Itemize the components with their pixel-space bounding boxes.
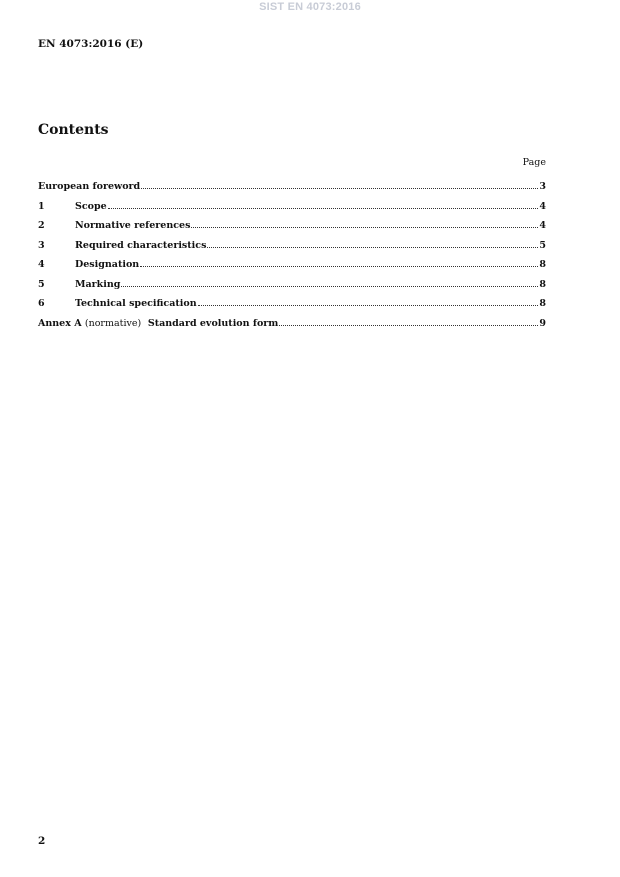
toc-entry-label: Technical specification <box>75 298 197 309</box>
toc-entry-normative-references[interactable] <box>38 220 546 240</box>
toc-entry-label: Scope <box>75 200 107 212</box>
toc-entry-required-characteristics[interactable] <box>38 240 546 260</box>
toc-entry-label: European foreword <box>38 181 141 192</box>
toc-entry-number: 4 <box>38 259 45 270</box>
toc-entry-number: 5 <box>38 278 45 290</box>
dot-leader <box>141 188 538 189</box>
toc-entry-marking[interactable] <box>38 279 546 299</box>
toc-entry-label: Normative references <box>75 220 191 231</box>
toc-entry-number: 3 <box>38 239 45 251</box>
dot-leader <box>279 325 538 326</box>
toc-entry-page: 4 <box>539 220 546 231</box>
toc-entry-label: Designation <box>75 259 140 270</box>
contents-heading: Contents <box>38 122 109 138</box>
toc-entry-label-group <box>38 318 278 330</box>
toc-entry-scope[interactable] <box>38 201 546 221</box>
toc-entry-page: 8 <box>539 278 546 290</box>
toc-entry-foreword[interactable] <box>38 181 546 201</box>
dot-leader <box>121 286 538 287</box>
dot-leader <box>140 266 538 267</box>
dot-leader <box>207 247 538 248</box>
toc-entry-label: Marking <box>75 278 121 290</box>
toc-entry-page: 8 <box>539 298 546 309</box>
toc-entry-page: 5 <box>539 239 546 251</box>
toc-entry-number: 6 <box>38 298 45 309</box>
toc-entry-number: 1 <box>38 200 45 212</box>
toc-entry-page: 8 <box>539 259 546 270</box>
annex-prefix: Annex A <box>38 317 82 329</box>
document-identifier: EN 4073:2016 (E) <box>38 38 144 50</box>
toc-entry-annex-a[interactable] <box>38 318 546 338</box>
toc-entry-technical-specification[interactable] <box>38 298 546 318</box>
toc-entry-number: 2 <box>38 220 45 231</box>
dot-leader <box>191 227 538 228</box>
annex-qualifier: (normative) <box>84 317 142 329</box>
dot-leader <box>198 305 539 306</box>
toc-entry-page: 3 <box>539 181 546 192</box>
table-of-contents <box>38 181 546 337</box>
toc-entry-label: Standard evolution form <box>147 317 279 329</box>
watermark-text: SIST EN 4073:2016 <box>259 1 361 13</box>
toc-entry-page: 4 <box>539 200 546 212</box>
page-number: 2 <box>38 835 46 847</box>
page-column-label: Page <box>522 157 546 168</box>
dot-leader <box>108 208 539 209</box>
toc-entry-page: 9 <box>539 317 546 329</box>
toc-entry-designation[interactable] <box>38 259 546 279</box>
toc-entry-label: Required characteristics <box>75 239 207 251</box>
